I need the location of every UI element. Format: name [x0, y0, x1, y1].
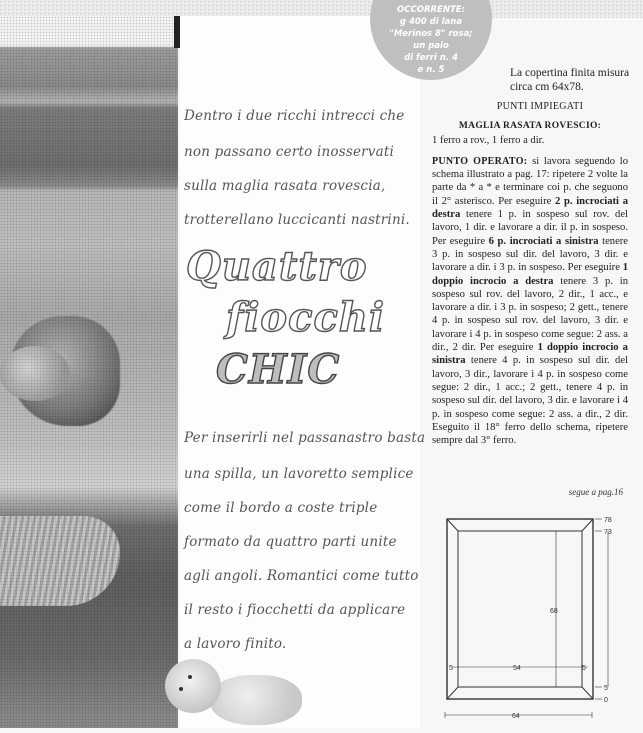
body-line: agli angoli. Romantici come tutto — [184, 568, 419, 584]
label-top-outer: 78 — [604, 517, 612, 524]
text-run: tenere 1 p. in sospeso sul rov. del lavoro, 1 dir. e lavorare a dir. il p. in sospeso. Per eseguire — [432, 209, 628, 247]
blanket-diagram — [430, 505, 643, 728]
materials-badge — [370, 0, 492, 80]
body-line: il resto i fiocchetti da applicare — [184, 602, 406, 618]
materials-line: un paio — [413, 41, 449, 51]
corner-miter — [447, 687, 458, 699]
finished-size-note: La copertina finita misura circa cm 64x78. — [510, 67, 630, 93]
stitch-description: 1 ferro a rov., 1 ferro a dir. — [432, 134, 545, 146]
bear-body — [210, 675, 302, 725]
body-line: Per inserirli nel passanastro basta — [184, 430, 426, 446]
small-teddy-bear-image — [155, 655, 305, 728]
label-border-left: 5 — [449, 665, 453, 672]
intro-line: Dentro i due ricchi intrecci che — [184, 108, 405, 124]
text-run: tenere 4 p. in sospeso sul dir. del lavoro, 3 dir., lavorare i 4 p. in sospeso come segue: 2 dir., 1 acc.; 2 gett., tenere 4 p. in sospeso sul dir. del lavoro, 3 dir. e lavorare i 4 p. in sospeso come segue: 2 ass. a dir., 2 dir. Eseguito il 18° ferro dello schema, ripetere sempre dal 3° ferro. — [432, 355, 628, 447]
knitted-blanket-image — [0, 516, 120, 606]
body-line: formato da quattro parti unite — [184, 534, 397, 550]
text-run: tenere 3 p. in sospeso sul rov. del lavoro, 2 dir., 1 acc., e lavorare a dir. i 3 p. in sospeso; 2 gett., tenere 4 p. in sospeso sul rov. del lavoro, 3 dir. e lavorare i 4 p. in sospeso come segue: 2 ass. a dir., 2 dir. Per eseguire — [432, 275, 629, 354]
title-line-3: CHIC — [216, 346, 341, 393]
label-bottom-outer: 0 — [604, 697, 608, 704]
technique-name: 1 doppio incrocio a destra — [432, 262, 628, 287]
label-border-right: 5 — [582, 665, 586, 672]
teddy-bear-image — [10, 316, 120, 426]
continued-on-page: segue a pag.16 — [568, 487, 623, 497]
stitch-description — [432, 155, 628, 448]
materials-line: di ferri n. 4 — [404, 53, 458, 63]
technique-name: 6 p. incrociati a sinistra — [488, 235, 599, 247]
inner-panel — [458, 531, 582, 687]
corner-miter — [582, 519, 593, 531]
materials-line: e n. 5 — [417, 65, 445, 75]
materials-line: OCCORRENTE: — [397, 5, 465, 15]
body-line: a lavoro finito. — [184, 636, 287, 652]
title-line-2: fiocchi — [226, 294, 386, 341]
bear-head — [165, 659, 221, 713]
bear-eye — [179, 687, 183, 691]
intro-line: sulla maglia rasata rovescia, — [184, 178, 386, 194]
body-line: una spilla, un lavoretto semplice — [184, 466, 414, 482]
text-run: si lavora seguendo lo schema illustrato a pag. 17: ripetere 2 volte la parte da * a * e terminare coi p. che seguono il 2° asterisco. Per eseguire — [432, 155, 628, 207]
corner-miter — [582, 687, 593, 699]
label-width-outer: 64 — [512, 713, 520, 720]
instructions-column — [432, 100, 628, 447]
intro-line: trotterellano luccicanti nastrini. — [184, 212, 410, 228]
label-bottom-inner: 5 — [604, 685, 608, 692]
section-heading: PUNTI IMPIEGATI — [496, 101, 584, 112]
corner-miter — [447, 519, 458, 531]
teddy-bear-foot-image — [0, 346, 70, 401]
technique-name: 2 p. incrociati a destra — [432, 195, 628, 221]
body-line: come il bordo a coste triple — [184, 500, 378, 516]
stitch-label: PUNTO OPERATO: — [432, 155, 528, 167]
stitch-heading: MAGLIA RASATA ROVESCIO: — [458, 121, 602, 132]
outer-border — [447, 519, 593, 699]
label-width-inner: 54 — [513, 665, 521, 672]
title-line-1: Quattro — [186, 243, 368, 290]
materials-line: "Merinos 8" rosa; — [389, 29, 473, 39]
text-run: tenere 3 p. in sospeso sul dir. del lavoro, 3 dir. e lavorare a dir. i 3 p. in sospeso. Per eseguire — [432, 235, 628, 274]
materials-line: g 400 di lana — [399, 17, 463, 27]
diagram-svg — [430, 505, 643, 728]
label-height-inner: 68 — [550, 608, 558, 615]
nursery-photo — [0, 16, 178, 728]
label-top-inner: 73 — [604, 529, 612, 536]
intro-line: non passano certo inosservati — [184, 144, 395, 160]
technique-name: 1 doppio incrocio a sinistra — [432, 342, 628, 367]
bear-eye — [188, 675, 192, 679]
